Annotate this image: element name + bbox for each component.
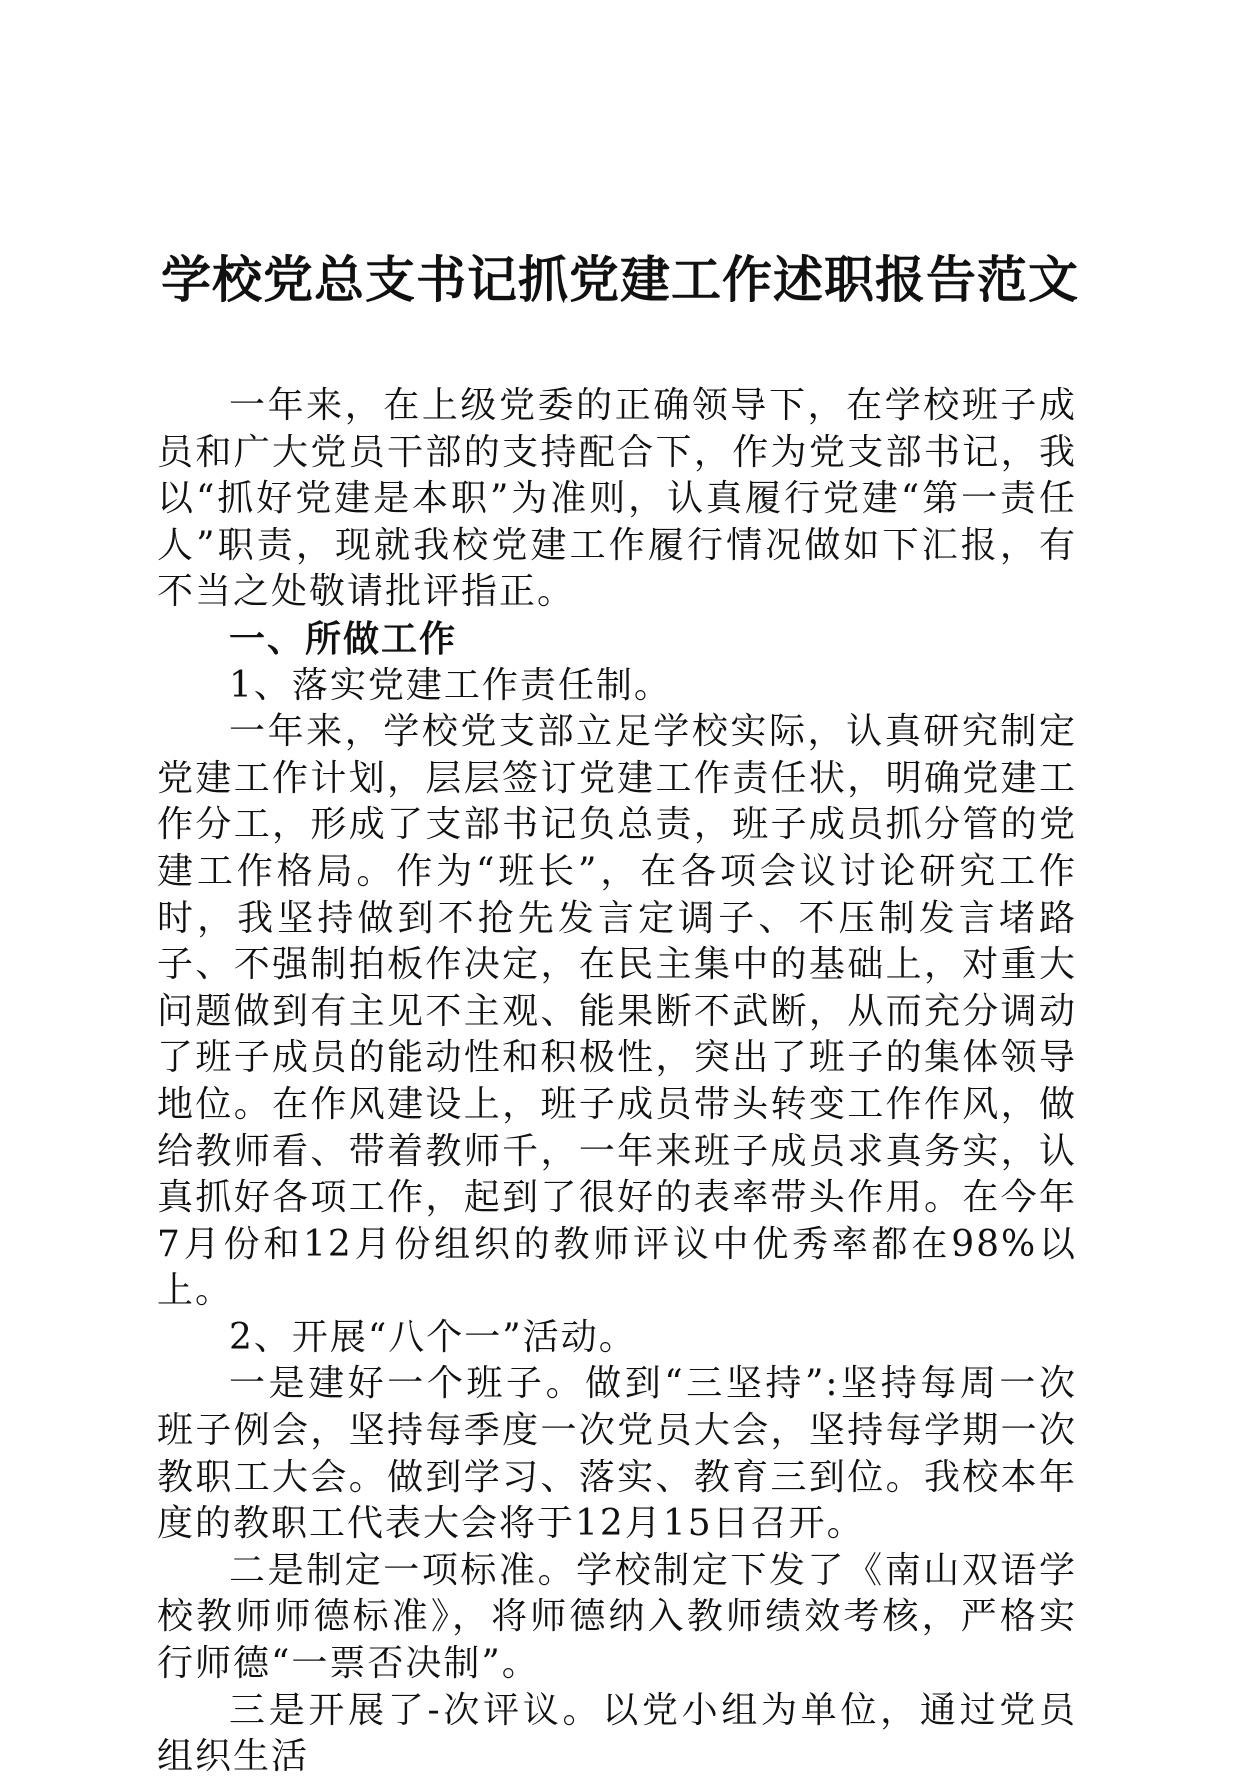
- intro-paragraph: 一年来，在上级党委的正确领导下，在学校班子成员和广大党员干部的支持配合下，作为党支部书记，我以“抓好党建是本职”为准则，认真履行党建“第一责任人”职责，现就我校党建工作履行情况做如下汇报，有不当之处敬请批评指正。: [157, 385, 1077, 613]
- item-paragraph-responsibility: 一年来，学校党支部立足学校实际，认真研究制定党建工作计划，层层签订党建工作责任状，明确党建工作分工，形成了支部书记负总责，班子成员抓分管的党建工作格局。作为“班长”，在各项会议讨论研究工作时，我坚持做到不抢先发言定调子、不压制发言堵路子、不强制拍板作决定，在民主集中的基础上，对重大问题做到有主见不主观、能果断不武断，从而充分调动了班子成员的能动性和积极性，突出了班子的集体领导地位。在作风建设上，班子成员带头转变工作作风，做给教师看、带着教师千，一年来班子成员求真务实，认真抓好各项工作，起到了很好的表率带头作用。在今年7月份和12月份组织的教师评议中优秀率都在98%以上。: [157, 711, 1077, 1312]
- section-heading-work-done: 一、所做工作: [229, 617, 458, 660]
- document-body: [157, 383, 1077, 1781]
- item-heading-eight-ones: 2、开展“八个一”活动。: [229, 1316, 637, 1358]
- item-paragraph-standard: 二是制定一项标准。学校制定下发了《南山双语学校教师师德标准》，将师德纳入教师绩效考核，严格实行师德“一票否决制”。: [157, 1549, 1077, 1685]
- item-paragraph-evaluation: 三是开展了-次评议。以党小组为单位，通过党员组织生活: [157, 1689, 1077, 1778]
- item-paragraph-team: 一是建好一个班子。做到“三坚持”:坚持每周一次班子例会，坚持每季度一次党员大会，坚持每学期一次教职工大会。做到学习、落实、教育三到位。我校本年度的教职工代表大会将于12月15日召开。: [157, 1363, 1077, 1545]
- document-title: 学校党总支书记抓党建工作述职报告范文: [161, 250, 1079, 309]
- item-heading-responsibility: 1、落实党建工作责任制。: [229, 664, 672, 706]
